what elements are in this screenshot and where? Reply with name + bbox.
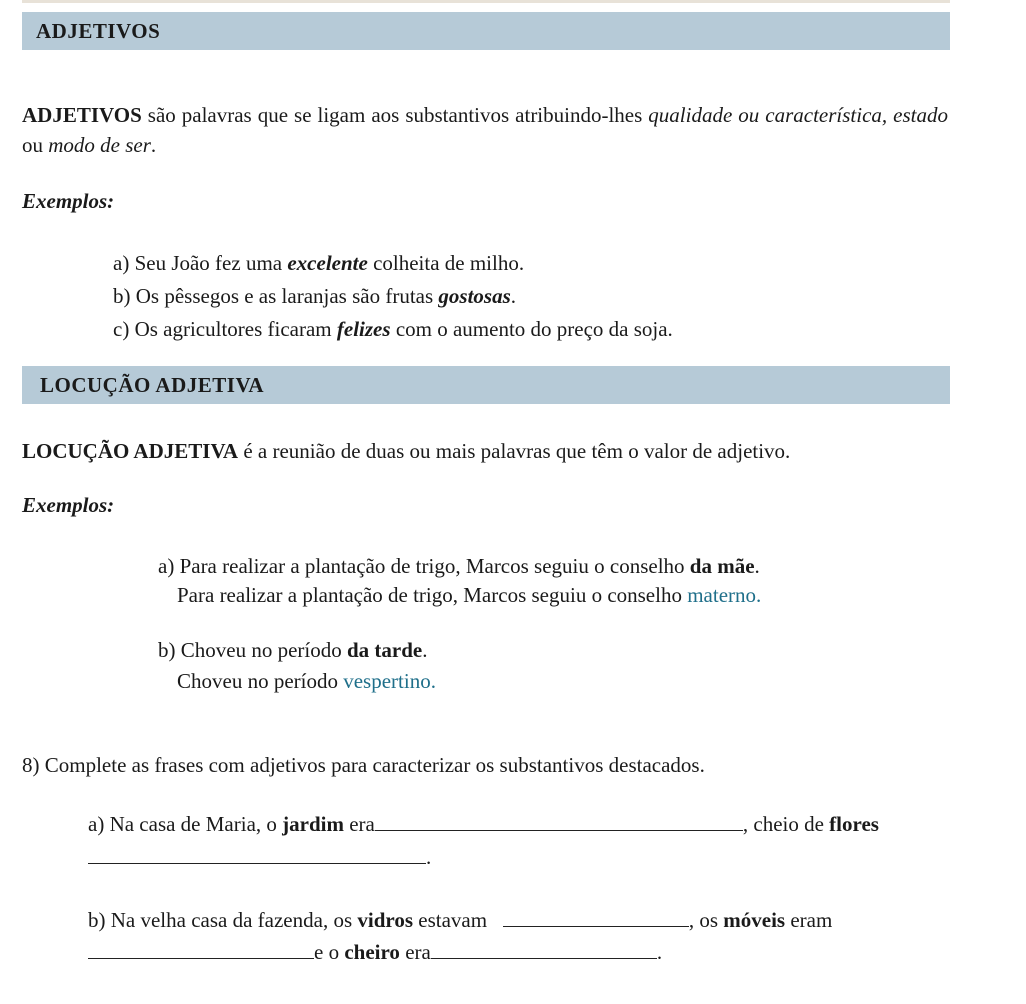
exercise-item-a-line2: . [88,845,431,869]
locucao-example-a-line1: a) Para realizar a plantação de trigo, Marcos seguiu o conselho da mãe. [158,554,760,578]
examples-label: Exemplos: [22,189,115,213]
example-b: b) Os pêssegos e as laranjas são frutas gostosas. [113,284,517,308]
examples-label-2: Exemplos: [22,493,115,517]
section-title: LOCUÇÃO ADJETIVA [40,373,265,397]
example-c: c) Os agricultores ficaram felizes com o aumento do preço da soja. [113,317,673,341]
answer-blank-a2[interactable] [88,845,426,864]
locucao-example-b-line2: Choveu no período vespertino. [177,669,436,693]
answer-blank-b1[interactable] [503,908,689,927]
exercise-item-b: b) Na velha casa da fazenda, os vidros estavam , os móveis eram [88,908,833,932]
section-header-adjetivos [22,12,950,50]
answer-blank-b2[interactable] [88,940,314,959]
locucao-example-a-line2: Para realizar a plantação de trigo, Marcos seguiu o conselho materno. [177,583,762,607]
answer-blank-a1[interactable] [375,812,743,831]
definition-paragraph: ADJETIVOS são palavras que se ligam aos substantivos atribuindo-lhes qualidade ou característica, estado ou modo de ser. [22,103,948,157]
exercise-prompt: 8) Complete as frases com adjetivos para caracterizar os substantivos destacados. [22,753,705,777]
answer-blank-b3[interactable] [431,940,657,959]
top-rule [22,0,950,3]
exercise-item-a: a) Na casa de Maria, o jardim era , cheio de flores [88,812,879,836]
exercise-item-b-line2: e o cheiro era . [88,940,662,964]
section-header-locucao [22,366,950,404]
locucao-definition: LOCUÇÃO ADJETIVA é a reunião de duas ou mais palavras que têm o valor de adjetivo. [22,439,791,463]
locucao-example-b-line1: b) Choveu no período da tarde. [158,638,428,662]
definition-term: ADJETIVOS [22,103,142,127]
section-title: ADJETIVOS [36,19,161,43]
example-a: a) Seu João fez uma excelente colheita de milho. [113,251,525,275]
